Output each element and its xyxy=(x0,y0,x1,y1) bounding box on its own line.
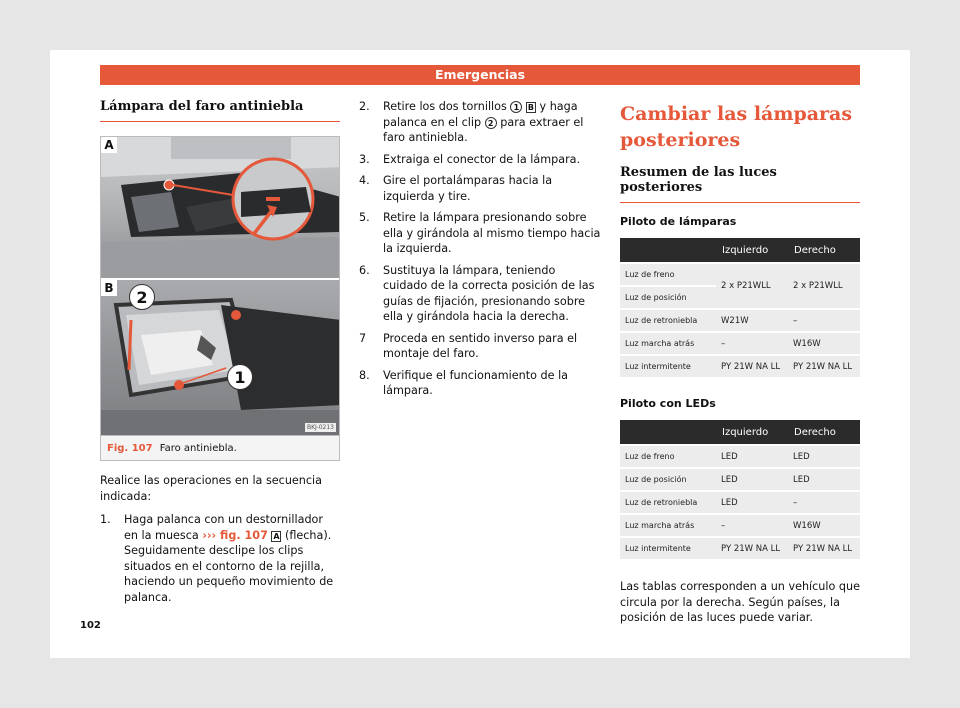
table-row: Luz marcha atrás – W16W xyxy=(620,515,860,536)
callout-ref-1: 1 xyxy=(510,101,522,113)
steps-list-part2 xyxy=(359,99,602,399)
fog-lamp-figure xyxy=(100,136,340,461)
chapter-header: Emergencias xyxy=(100,65,860,85)
panel-b-label: B xyxy=(101,280,117,296)
table-row: Luz de freno LED LED xyxy=(620,446,860,467)
fog-lamp-section-title: Lámpara del faro antiniebla xyxy=(100,95,340,122)
table-row: Luz de retroniebla W21W – xyxy=(620,310,860,331)
right-column xyxy=(620,95,860,626)
table1-header-left: Izquierdo xyxy=(716,238,788,262)
table-row: Luz de posición xyxy=(620,287,860,308)
intro-paragraph: Realice las operaciones en la secuencia indicada: xyxy=(100,474,323,503)
table2-header-left: Izquierdo xyxy=(716,420,788,444)
table1-header-right: Derecho xyxy=(788,238,860,262)
table-row: Luz de retroniebla LED – xyxy=(620,492,860,513)
merged-cell-left: 2 x P21WLL xyxy=(716,264,788,308)
figure-caption-text: Faro antiniebla. xyxy=(159,443,237,454)
callout-1: 1 xyxy=(227,364,253,390)
box-label-b: B xyxy=(527,103,535,112)
steps-list-part1 xyxy=(100,512,340,605)
table2-title: Piloto con LEDs xyxy=(620,397,716,410)
table-row: Luz de freno 2 x P21WLL 2 x P21WLL xyxy=(620,264,860,285)
step-6: 6. Sustituya la lámpara, teniendo cuidado de la correcta posición de las guías de fijación, presionando sobre ella y girándola hacia la derecha. xyxy=(359,263,595,323)
bulb-table xyxy=(620,236,860,379)
note-paragraph: Las tablas corresponden a un vehículo que circula por la derecha. Según países, la posición de las luces puede variar. xyxy=(620,580,860,624)
table-row: Luz marcha atrás – W16W xyxy=(620,333,860,354)
merged-cell-right: 2 x P21WLL xyxy=(788,264,860,308)
step-4: 4. Gire el portalámparas hacia la izquierda y tire. xyxy=(359,174,553,203)
figure-caption xyxy=(101,435,339,461)
figure-panel-a xyxy=(101,137,339,278)
middle-column xyxy=(359,95,602,399)
table1-title: Piloto de lámparas xyxy=(620,215,737,228)
bumper-illustration xyxy=(101,137,340,278)
step-2: 2. Retire los dos tornillos 1 B y haga palanca en el clip 2 para extraer el faro antiniebla. xyxy=(359,100,584,144)
callout-2: 2 xyxy=(129,284,155,310)
step-5: 5. Retire la lámpara presionando sobre ella y girándola al mismo tiempo hacia la izquierda. xyxy=(359,211,601,255)
rear-lights-summary-title: Resumen de las luces posteriores xyxy=(620,153,860,203)
left-column xyxy=(100,95,340,605)
step-3: 3. Extraiga el conector de la lámpara. xyxy=(359,152,581,166)
table-row: Luz de posición LED LED xyxy=(620,469,860,490)
step-7: 7 Proceda en sentido inverso para el montaje del faro. xyxy=(359,331,578,360)
figure-code: BKJ-0213 xyxy=(306,424,334,431)
table2-header-right: Derecho xyxy=(788,420,860,444)
figure-number: Fig. 107 xyxy=(107,443,153,454)
step-8: 8. Verifique el funcionamiento de la lámpara. xyxy=(359,368,569,397)
rear-lamps-title: Cambiar las lámparas posteriores xyxy=(620,103,853,151)
manual-page xyxy=(50,50,910,658)
box-label-a: A xyxy=(273,531,280,541)
figure-panel-b xyxy=(101,280,339,435)
fig-ref-link[interactable]: ››› fig. 107 xyxy=(202,528,268,542)
panel-a-label: A xyxy=(101,137,117,153)
led-table xyxy=(620,418,860,561)
step-1: 1. Haga palanca con un destornillador en la muesca ››› fig. 107 A (flecha). Seguidamente desclipe los clips situados en el contorno de la rejilla, haciendo un pequeño movimiento de palanca. xyxy=(100,513,334,604)
table-row: Luz intermitente PY 21W NA LL PY 21W NA LL xyxy=(620,356,860,377)
page-number: 102 xyxy=(80,620,101,631)
table-row: Luz intermitente PY 21W NA LL PY 21W NA LL xyxy=(620,538,860,559)
callout-ref-2: 2 xyxy=(485,117,497,129)
